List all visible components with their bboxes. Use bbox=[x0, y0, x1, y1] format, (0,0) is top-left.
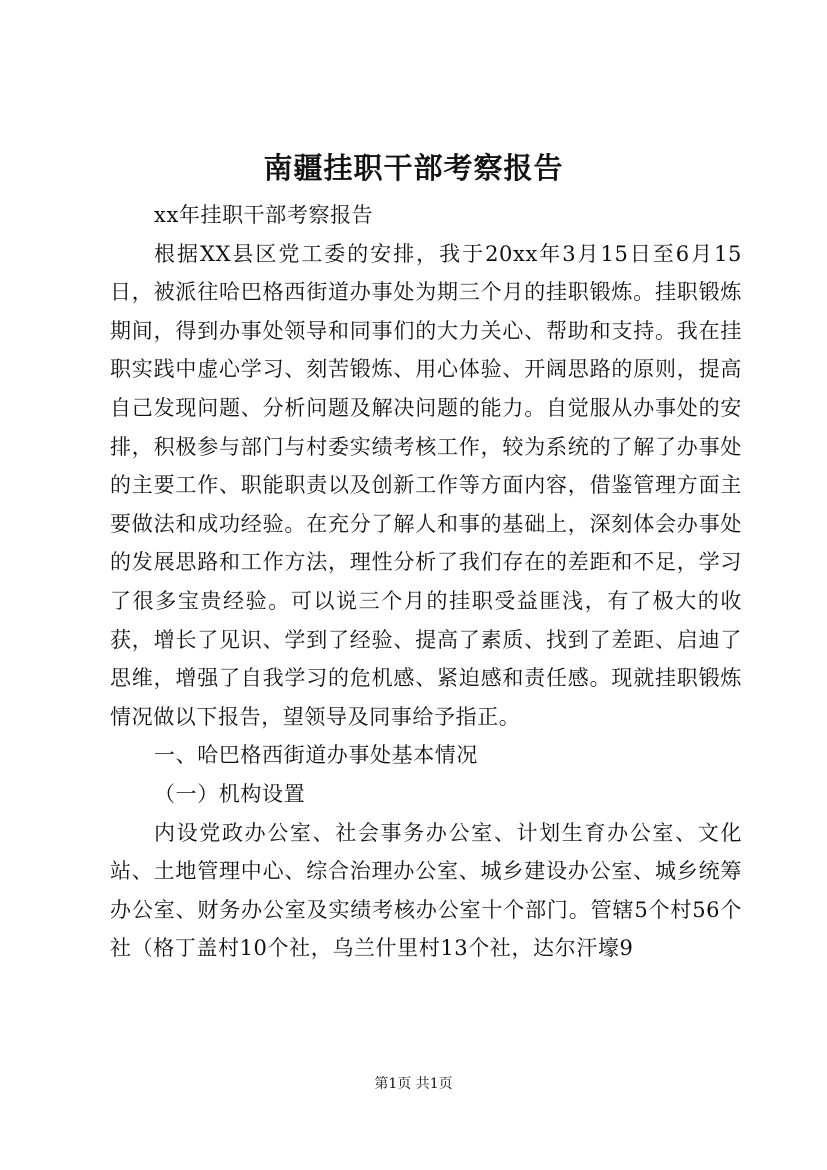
section-heading: 一、哈巴格西街道办事处基本情况 bbox=[154, 743, 478, 768]
subtitle-paragraph: xx年挂职干部考察报告 bbox=[154, 203, 374, 227]
body-paragraph: 内设党政办公室、社会事务办公室、计划生育办公室、文化站、土地管理中心、综合治理办公室、城乡建设办公室、城乡统筹办公室、财务办公室及实绩考核办公室十个部门。管辖5个村56个社（格丁盖村10个社，乌兰什里村13个社，达尔汗壕9 bbox=[110, 820, 742, 961]
page-footer: 第1页 共1页 bbox=[374, 1076, 453, 1092]
document-body bbox=[110, 196, 742, 968]
document-title: 南疆挂职干部考察报告 bbox=[263, 151, 564, 185]
intro-paragraph: 根据XX县区党工委的安排，我于20xx年3月15日至6月15日，被派往哈巴格西街道办事处为期三个月的挂职锻炼。挂职锻炼期间，得到办事处领导和同事们的大力关心、帮助和支持。我在挂职实践中虚心学习、刻苦锻炼、用心体验、开阔思路的原则，提高自己发现问题、分析问题及解决问题的能力。自觉服从办事处的安排，积极参与部门与村委实绩考核工作，较为系统的了解了办事处的主要工作、职能职责以及创新工作等方面内容，借鉴管理方面主要做法和成功经验。在充分了解人和事的基础上，深刻体会办事处的发展思路和工作方法，理性分析了我们存在的差距和不足，学习了很多宝贵经验。可以说三个月的挂职受益匪浅，有了极大的收获，增长了见识、学到了经验、提高了素质、找到了差距、启迪了思维，增强了自我学习的危机感、紧迫感和责任感。现就挂职锻炼情况做以下报告，望领导及同事给予指正。 bbox=[110, 241, 742, 729]
subsection-heading: （一）机构设置 bbox=[154, 781, 306, 806]
